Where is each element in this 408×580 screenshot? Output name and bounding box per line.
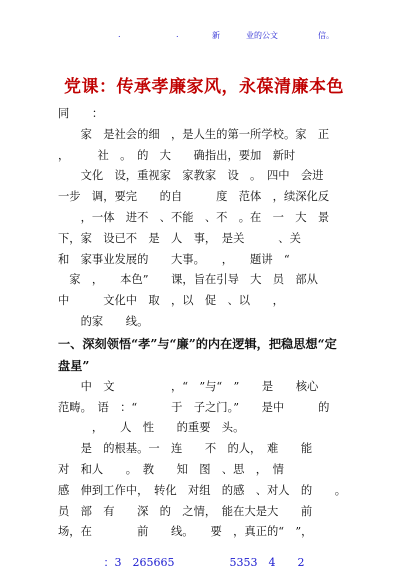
text-line: 感 伸到工作中， 转化 对组 的感 、对人 的 。 [58, 483, 347, 497]
document-title: 党课：传承孝廉家风，永葆清廉本色 [64, 77, 344, 97]
document-body [58, 104, 368, 543]
section-heading-cont: 盘星” [58, 358, 90, 373]
text-line: 下，家 设已不 是 人 事， 是关 、关 [58, 231, 301, 245]
text-line: 的家 线。 [58, 314, 149, 328]
text-line: ， 人 性 的重要 头。 [58, 421, 245, 435]
header-text-xin2: 信。 [318, 31, 334, 40]
text-line: 家 是社会的细 ，是人生的第一所学校。家 正 [58, 127, 330, 141]
text-line: 同 ： [58, 107, 104, 120]
text-line: ， 社 。 的 大 确指出，要加 新时 [58, 148, 296, 162]
text-line: 家 ， 本色” 课，旨在引导 大 员 部从 [58, 273, 318, 287]
text-line: 和 家事业发展的 大事。 ， 题讲 “ [58, 252, 290, 266]
text-line: 员 部 有 深 的 之情， 能在大是大 前 [58, 504, 313, 518]
header-text-xin: 新 [212, 31, 220, 40]
text-line: 对 和人 。 教 知 图 、思 ， 情 [58, 462, 284, 476]
page-footer: ：3 265665 5353 4 2 [103, 556, 305, 569]
header-dot: . [176, 30, 179, 39]
text-line: 中 文 ，“ ”与“ ” 是 核心 [58, 379, 319, 393]
text-line: ，一体 进不 、不能 、不 。在 一 大 景 [58, 210, 330, 224]
page-header-strip [0, 22, 408, 42]
text-line: 范畴。 语 ：“ 于 子之门。” 是中 的 [58, 400, 330, 414]
header-text-gongwen: 业的公文 [246, 31, 278, 40]
section-heading: 一、深刻领悟“孝”与“廉”的内在逻辑，把稳思想“定 [58, 336, 337, 351]
header-dot: . [118, 30, 121, 39]
text-line: 文化 设，重视家 家教家 设 。 四中 会进 [58, 169, 324, 183]
text-line: 是 的根基。一 连 不 的人， 难 能 [58, 442, 313, 456]
text-line: 中 文化中 取 ，以 促 、以 ， [58, 294, 284, 308]
text-line: 一步 调，要完 的自 度 范体 ，续深化反 [58, 190, 330, 204]
text-line: 场，在 前 线。 要 ，真正的“ ”， [58, 525, 313, 539]
